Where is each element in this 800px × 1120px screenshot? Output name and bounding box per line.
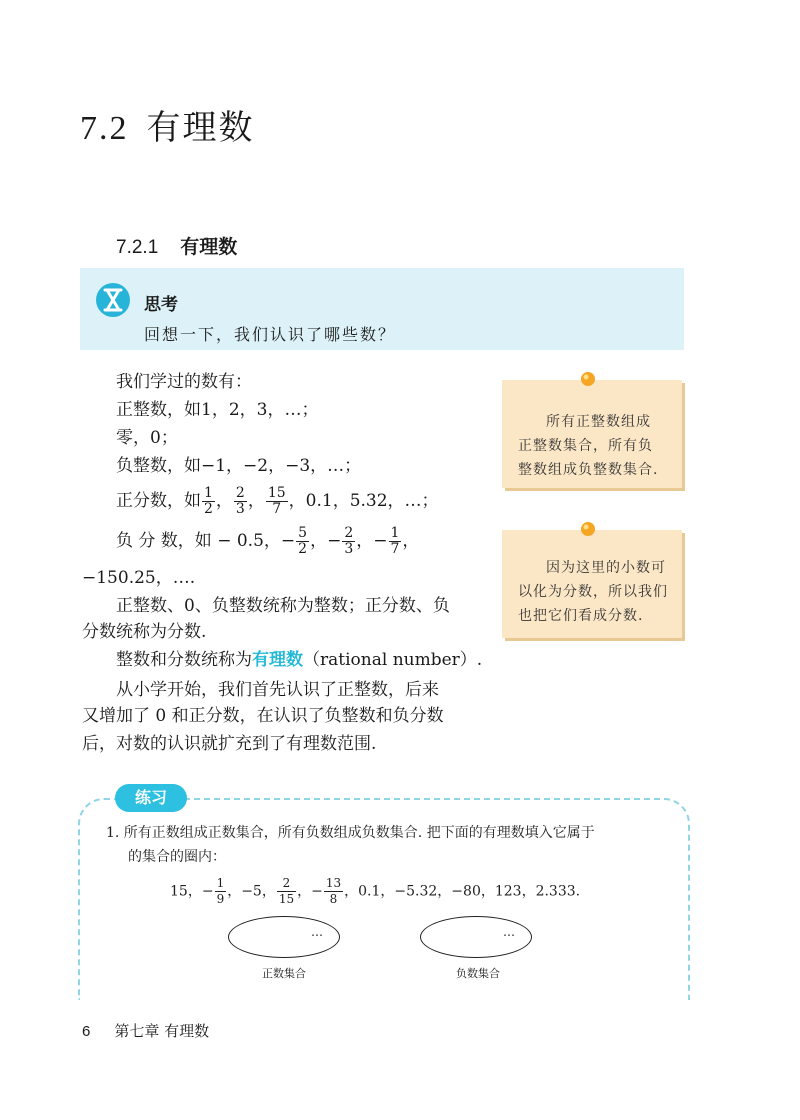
exercise-q1-line-1: 1. 所有正数组成正数集合，所有负数组成负数集合. 把下面的有理数填入它属于 <box>106 825 595 841</box>
subsection-title: 有理数 <box>180 236 238 258</box>
subsection-heading <box>116 232 237 259</box>
exercise-badge: 练习 <box>115 784 187 812</box>
positive-integers-line: 正整数，如1，2，3，…； <box>116 400 319 420</box>
negative-fractions-cont: −150.25，…. <box>82 568 196 588</box>
paragraph-1-line-1: 正整数、0、负整数统称为整数；正分数、负 <box>116 596 450 616</box>
fraction: $\frac{2}{15}$ <box>278 876 295 906</box>
think-question: 回想一下，我们认识了哪些数？ <box>144 325 397 344</box>
fraction: $\frac{13}{8}$ <box>325 876 342 906</box>
fraction: $\frac{1}{9}$ <box>216 876 225 906</box>
paragraph-3-line-1: 从小学开始，我们首先认识了正整数，后来 <box>116 680 439 700</box>
exercise-q1-line-2: 的集合的圈内： <box>128 849 226 865</box>
section-title: 有理数 <box>146 108 255 148</box>
hourglass-icon <box>95 282 131 318</box>
paragraph-3-line-2: 又增加了 0 和正分数，在认识了负整数和负分数 <box>82 706 444 726</box>
page-number: 6 <box>82 1023 91 1040</box>
intro-line: 我们学过的数有： <box>116 372 252 392</box>
pos-frac-prefix: 正分数，如 <box>116 491 201 511</box>
rational-number-term: 有理数 <box>252 650 303 670</box>
pushpin-icon <box>578 368 598 388</box>
fraction: $\frac{1}{7}$ <box>390 525 400 557</box>
fraction: $\frac{1}{2}$ <box>204 485 213 517</box>
positive-set-oval[interactable]: … <box>228 916 340 958</box>
neg-frac-prefix: 负 分 数，如 − 0.5， <box>116 531 281 551</box>
zero-line: 零，0； <box>116 428 178 448</box>
negative-fractions-line: 负 分 数，如 − 0.5，− $\frac{5}{2}$ ，− $\frac{2}{3}$ ，− $\frac{1}{7}$ ， <box>116 525 420 557</box>
positive-set-label: 正数集合 <box>262 967 306 980</box>
fraction: $\frac{2}{3}$ <box>344 525 354 557</box>
paragraph-2: 整数和分数统称为有理数（rational number）. <box>116 650 483 670</box>
fraction: $\frac{2}{3}$ <box>235 485 245 517</box>
subsection-number: 7.2.1 <box>116 237 159 258</box>
page-footer <box>82 1020 209 1041</box>
paragraph-1-line-2: 分数统称为分数. <box>82 622 207 642</box>
fraction: $\frac{5}{2}$ <box>298 525 308 557</box>
negative-integers-line: 负整数，如−1，−2，−3，…； <box>116 456 362 476</box>
pushpin-icon <box>578 518 598 538</box>
fraction: $\frac{15}{7}$ <box>267 485 286 517</box>
section-number: 7.2 <box>80 110 129 147</box>
section-heading <box>80 100 255 149</box>
chapter-label: 第七章 有理数 <box>114 1022 210 1040</box>
negative-set-oval[interactable]: … <box>420 916 532 958</box>
pos-frac-tail: 0.1，5.32，…； <box>305 491 439 511</box>
side-note-2: 因为这里的小数可 以化为分数，所以我们 也把它们看成分数. <box>502 530 682 638</box>
think-label: 思考 <box>144 295 178 315</box>
exercise-number-list: 15，− $\frac{1}{9}$ ，−5， $\frac{2}{15}$ ，− $\frac{13}{8}$ ，0.1，−5.32，−80，123，2.333. <box>170 876 581 906</box>
positive-fractions-line: 正分数，如 $\frac{1}{2}$ ， $\frac{2}{3}$ ， $\frac{15}{7}$ ，0.1，5.32，…； <box>116 485 439 517</box>
side-note-1: 所有正整数组成 正整数集合，所有负 整数组成负整数集合. <box>502 380 682 488</box>
negative-set-label: 负数集合 <box>456 967 500 980</box>
paragraph-3-line-3: 后，对数的认识就扩充到了有理数范围. <box>82 734 377 754</box>
